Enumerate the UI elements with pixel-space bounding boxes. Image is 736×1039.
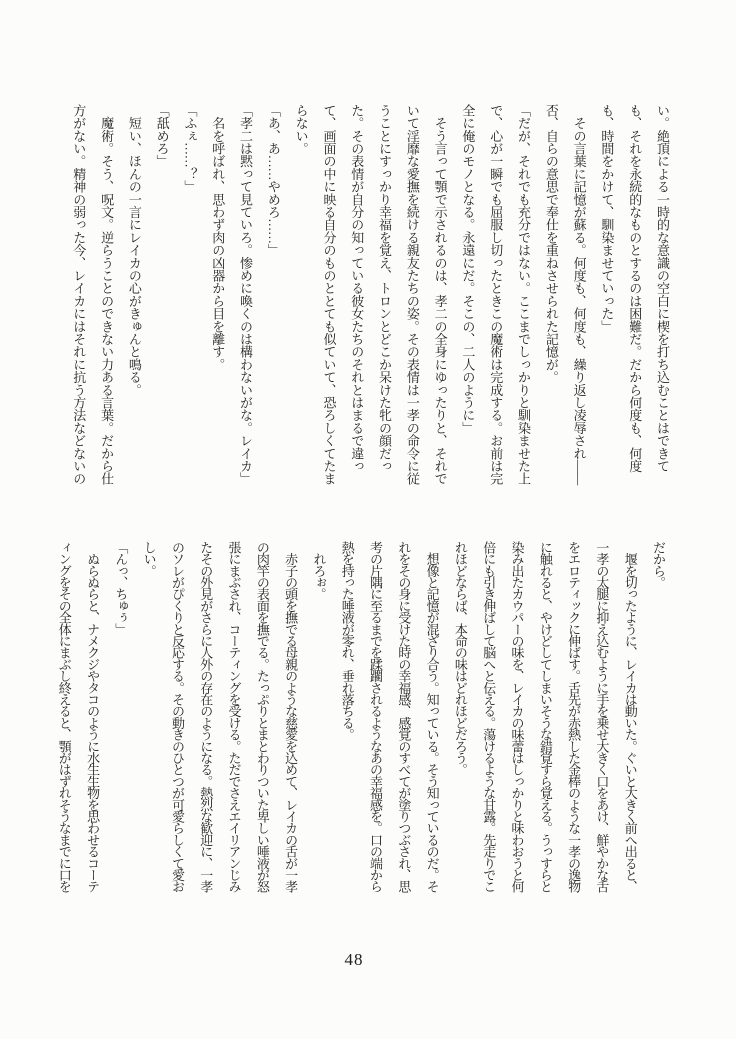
text-line: れろぉ。 (311, 541, 327, 600)
text-line: 想像と記憶が混ざり合う。知っている。そう知っているのだ。そ (424, 541, 440, 893)
text-line: 「んっ、ちゅぅ」 (113, 541, 129, 635)
text-line: うことにすっかり幸福を覚え、トロンとどこか呆けた牝の顔だっ (377, 104, 393, 473)
text-line: いて淫靡な愛撫を続ける親友たちの姿。その表情は一孝の命令に従 (404, 104, 420, 486)
text-line: をエロティックに伸ばす。舌先が赤熱した金棒のような一孝の逸物 (566, 541, 582, 893)
text-line: 「孝二は黙って見ていろ。惨めに喚くのは構わないがな。レイカ」 (238, 104, 254, 486)
text-line: 倍にも引き伸ばして脳へと伝える。蕩けるような甘露。先走りでこ (481, 541, 497, 893)
text-line: 否、自らの意思で奉仕を重ねさせられた記憶が。 (543, 104, 559, 384)
text-line: の肉竿の表面を撫でる。たっぷりとまとわりついた卑しい唾液が怒 (254, 541, 270, 893)
text-line: ぬらぬらと、ナメクジやタコのように水生生物を思わせるコーテ (85, 541, 101, 893)
text-line: 堰を切ったように、レイカは動いた。ぐいと大きく前へ出ると、 (622, 541, 638, 893)
text-line: たその外見がさらに人外の存在のようになる。熱烈な歓迎に、一孝 (198, 541, 214, 893)
text-line: 考の片隅に至るまでを蹂躙されるようなあの幸福感を。口の端から (368, 541, 384, 893)
text-line: 熱を持った唾液が零れ、垂れ落ちる。 (339, 541, 355, 740)
page-number: 48 (344, 950, 364, 969)
text-line: らない。 (293, 104, 309, 155)
text-line: 全に俺のモノとなる。永遠にだ。そこの、二人のように」 (460, 104, 476, 435)
text-line: て、画面の中に映る自分のものととても似ていて、恐ろしくてたま (321, 104, 337, 486)
text-line: い。絶頂による一時的な意識の空白に楔を打ち込むことはできて (655, 104, 670, 473)
text-line: しい。 (141, 541, 157, 577)
text-line: も、それを永続的なものとするのは困難だ。だから何度も、何度 (627, 104, 643, 473)
text-line: そう言って顎で示されるのは、孝二の全身にゆったりと、それで (432, 104, 448, 486)
text-line: その言葉に記憶が蘇る。何度も、何度も、繰り返し凌辱され―― (571, 104, 587, 486)
text-line: 「舐めろ」 (154, 104, 170, 168)
text-line: 染み出たカウパーの味を、レイカの味蕾はしっかりと味わおうと何 (509, 541, 525, 893)
text-line: ィングをその全体にまぶし終えると、顎がはずれそうなまでに口を (56, 541, 72, 893)
text-line: 方がない。精神の弱った今、レイカにはそれに抗う方法などないの (71, 104, 87, 486)
text-line: れほどならば、本命の味はどれほどだろう。 (452, 541, 468, 776)
text-line: 赤子の頭を撫でる母親のような慈愛を込めて、レイカの舌が一孝 (283, 541, 299, 893)
text-line: 短い、ほんの一言にレイカの心がきゅんと鳴る。 (126, 104, 142, 397)
text-line: 魔術。そう、呪文。逆らうことのできない力ある言葉。だから仕 (99, 104, 115, 486)
text-line: で、心が一瞬でも屈服し切ったときこの魔術は完成する。お前は完 (488, 104, 504, 486)
text-line: 一孝の太腿に抑え込むように手を乗せ大きく口をあけ、鮮やかな舌 (594, 541, 610, 893)
text-line: 「だが、それでも充分ではない。ここまでしっかりと馴染ませた上 (516, 104, 532, 486)
text-block-bottom (49, 541, 672, 901)
text-line: も、時間をかけて、馴染ませていった」 (599, 104, 615, 333)
text-line: 名を呼ばれ、思わず肉の凶器から目を離す。 (210, 104, 226, 371)
text-line: た。その表情が自分の知っている彼女たちのそれとはまるで違っ (349, 104, 365, 473)
text-line: 「ふぇ……？」 (182, 104, 198, 193)
text-line: のソレがぴくりと反応する。その動きのひとつが可愛らしくて愛お (169, 541, 185, 893)
text-line: に触れると、やけどしてしまいそうな錯覚すら覚える。うっすらと (537, 541, 553, 893)
text-line: れをその身に受けた時の幸福感、感覚のすべてが塗りつぶされ、思 (396, 541, 412, 893)
text-line: 「あ、あ……やめろ……」 (265, 104, 281, 257)
text-line: 張にまぶされ、コーティングを受ける。ただでさえエイリアンじみ (226, 541, 242, 893)
text-block-top (64, 104, 676, 496)
text-line: だから。 (651, 541, 666, 588)
